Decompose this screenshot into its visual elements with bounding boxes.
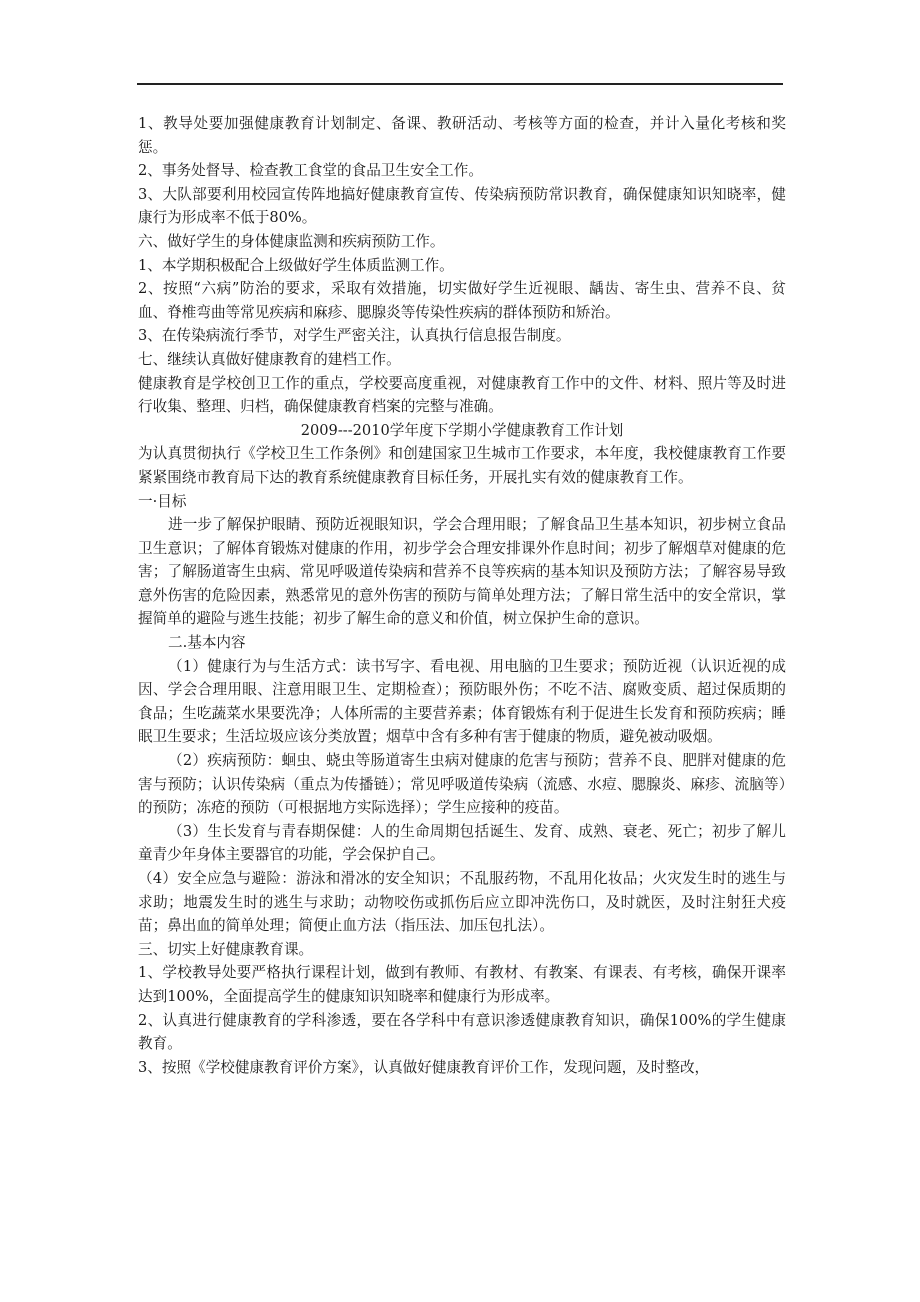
paragraph: （2）疾病预防：蛔虫、蛲虫等肠道寄生虫病对健康的危害与预防；营养不良、肥胖对健康的危害与预防；认识传染病（重点为传播链）；常见呼吸道传染病（流感、水痘、腮腺炎、麻疹、流脑等）的预防；冻疮的预防（可根据地方实际选择）；学生应接种的疫苗。 bbox=[138, 752, 786, 817]
paragraph: 健康教育是学校创卫工作的重点，学校要高度重视，对健康教育工作中的文件、材料、照片等及时进行收集、整理、归档，确保健康教育档案的完整与准确。 bbox=[138, 374, 786, 416]
paragraph: 2、事务处督导、检查教工食堂的食品卫生安全工作。 bbox=[138, 162, 483, 180]
document-title: 2009---2010学年度下学期小学健康教育工作计划 bbox=[300, 421, 624, 439]
paragraph: 2、认真进行健康教育的学科渗透，要在各学科中有意识渗透健康教育知识，确保100%的学生健康教育。 bbox=[138, 1011, 786, 1053]
paragraph: 3、大队部要利用校园宣传阵地搞好健康教育宣传、传染病预防常识教育，确保健康知识知晓率，健康行为形成率不低于80%。 bbox=[138, 185, 786, 227]
section-heading: 二.基本内容 bbox=[168, 634, 246, 652]
paragraph: 为认真贯彻执行《学校卫生工作条例》和创建国家卫生城市工作要求，本年度，我校健康教育工作要紧紧围绕市教育局下达的教育系统健康教育目标任务，开展扎实有效的健康教育工作。 bbox=[138, 445, 786, 486]
paragraph: （3）生长发育与青春期保健：人的生命周期包括诞生、发育、成熟、衰老、死亡；初步了解儿童青少年身体主要器官的功能，学会保护自己。 bbox=[138, 822, 786, 864]
paragraph: 1、本学期积极配合上级做好学生体质监测工作。 bbox=[138, 256, 454, 274]
section-heading: 七、继续认真做好健康教育的建档工作。 bbox=[138, 350, 401, 368]
paragraph: 进一步了解保护眼睛、预防近视眼知识，学会合理用眼；了解食品卫生基本知识，初步树立食品卫生意识；了解体育锻炼对健康的作用，初步学会合理安排课外作息时间；初步了解烟草对健康的危害；了解肠道寄生虫病、常见呼吸道传染病和营养不良等疾病的基本知识及预防方法；了解容易导致意外伤害的危险因素，熟悉常见的意外伤害的预防与简单处理方法；了解日常生活中的安全常识，掌握简单的避险与逃生技能；初步了解生命的意义和价值，树立保护生命的意识。 bbox=[138, 516, 786, 628]
section-heading: 三、切实上好健康教育课。 bbox=[138, 940, 314, 958]
section-heading: 一·目标 bbox=[138, 492, 187, 510]
header-rule bbox=[137, 83, 783, 85]
section-heading: 六、做好学生的身体健康监测和疾病预防工作。 bbox=[138, 232, 445, 250]
paragraph: 1、教导处要加强健康教育计划制定、备课、教研活动、考核等方面的检查，并计入量化考核和奖惩。 bbox=[138, 115, 786, 156]
paragraph: （1）健康行为与生活方式：读书写字、看电视、用电脑的卫生要求；预防近视（认识近视的成因、学会合理用眼、注意用眼卫生、定期检查）；预防眼外伤；不吃不洁、腐败变质、超过保质期的食品；生吃蔬菜水果要洗净；人体所需的主要营养素；体育锻炼有利于促进生长发育和预防疾病；睡眠卫生要求；生活垃圾应该分类放置；烟草中含有多种有害于健康的物质，避免被动吸烟。 bbox=[138, 657, 786, 746]
paragraph: 1、学校教导处要严格执行课程计划，做到有教师、有教材、有教案、有课表、有考核，确保开课率达到100%，全面提高学生的健康知识知晓率和健康行为形成率。 bbox=[138, 964, 786, 1005]
document-body bbox=[138, 112, 786, 1079]
paragraph: 2、按照“六病”防治的要求，采取有效措施，切实做好学生近视眼、龋齿、寄生虫、营养不良、贫血、脊椎弯曲等常见疾病和麻疹、腮腺炎等传染性疾病的群体预防和矫治。 bbox=[138, 280, 786, 321]
paragraph: 3、按照《学校健康教育评价方案》，认真做好健康教育评价工作，发现问题，及时整改， bbox=[138, 1058, 710, 1076]
paragraph: 3、在传染病流行季节，对学生严密关注，认真执行信息报告制度。 bbox=[138, 327, 571, 345]
paragraph: （4）安全应急与避险：游泳和滑冰的安全知识；不乱服药物，不乱用化妆品；火灾发生时的逃生与求助；地震发生时的逃生与求助；动物咬伤或抓伤后应立即冲洗伤口，及时就医，及时注射狂犬疫苗；鼻出血的简单处理；简便止血方法（指压法、加压包扎法）。 bbox=[138, 870, 786, 935]
